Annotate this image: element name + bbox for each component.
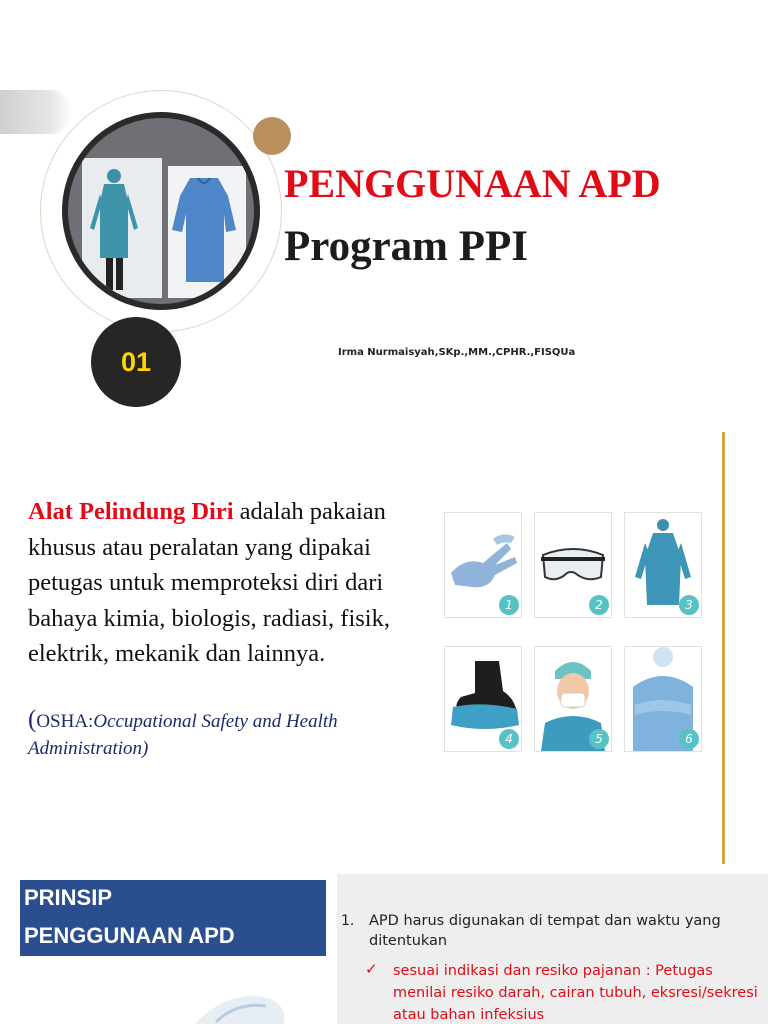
ppe-number: 3 (679, 595, 699, 615)
gown-photo-fragment (176, 982, 286, 1024)
ppe-tile-goggles (534, 512, 612, 618)
ppe-grid (440, 504, 704, 780)
principles-slide (0, 870, 768, 1024)
title-apd: PENGGUNAAN APD (284, 161, 661, 206)
cover-photo (62, 112, 260, 310)
paren-close: ) (142, 738, 149, 759)
source-abbr: OSHA: (36, 711, 94, 732)
divider-line (722, 432, 725, 864)
cover-photo-image (68, 118, 254, 304)
apd-definition (28, 494, 408, 672)
heading-line1: PRINSIP (24, 885, 113, 910)
apd-term: Alat Pelindung Diri (28, 498, 234, 525)
source-citation (28, 706, 408, 762)
decorative-bar (0, 90, 72, 134)
checkmark-icon: ✓ (365, 960, 378, 978)
principle-item: APD harus digunakan di tempat dan waktu yang ditentukan (369, 913, 721, 949)
ppe-number: 4 (499, 729, 519, 749)
principle-subitem: sesuai indikasi dan resiko pajanan : Petugas menilai resiko darah, cairan tubuh, eksresi/sekresi atau bahan infeksius (393, 963, 758, 1023)
ppe-number: 5 (589, 729, 609, 749)
item-number: 1. (341, 913, 355, 929)
ppe-tile-face-mask (534, 646, 612, 752)
ppe-number: 2 (589, 595, 609, 615)
heading-line2: PENGGUNAAN APD (24, 923, 235, 948)
apd-definition-text: adalah pakaian khusus atau peralatan yang dipakai petugas untuk memproteksi diri dari bahaya kimia, biologis, radiasi, fisik, elektrik, mekanik dan lainnya. (28, 498, 390, 667)
gowns-illustration (68, 118, 254, 304)
title-slide (0, 0, 768, 420)
decorative-dot (253, 117, 291, 155)
subtitle-program: Program PPI (284, 223, 528, 270)
ppe-number: 6 (679, 729, 699, 749)
ppe-number: 1 (499, 595, 519, 615)
paren-open: ( (28, 706, 37, 733)
definition-slide (0, 420, 768, 870)
slide-number-badge: 01 (91, 317, 181, 407)
ppe-tile-shoe-cover (444, 646, 522, 752)
source-name: Occupational Safety and Health Administration (28, 711, 338, 759)
ppe-tile-gloves (444, 512, 522, 618)
author: Irma Nurmaisyah,SKp.,MM.,CPHR.,FISQUa (338, 347, 576, 358)
ppe-tile-gown (624, 512, 702, 618)
ppe-tile-surgical-gown (624, 646, 702, 752)
